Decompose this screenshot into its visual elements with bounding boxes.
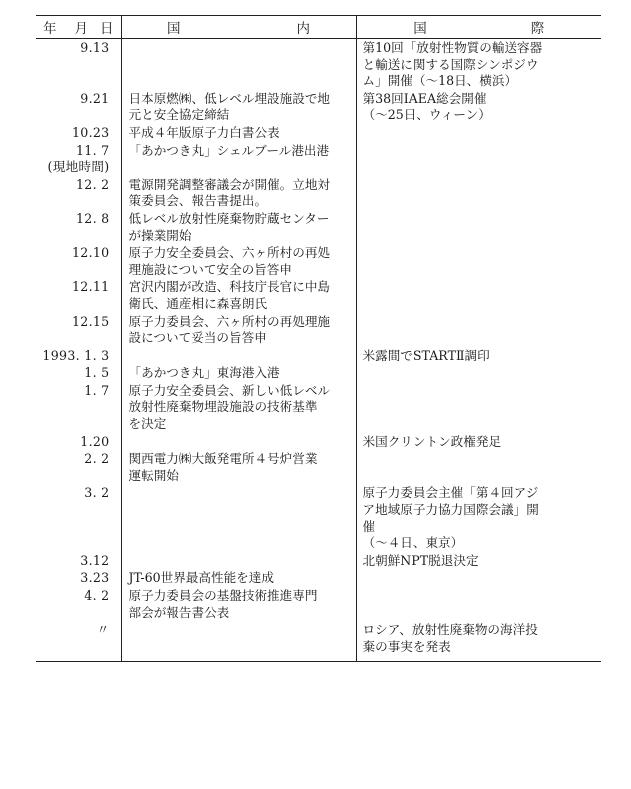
date-cell bbox=[36, 244, 121, 278]
international-cell bbox=[356, 278, 601, 312]
international-cell bbox=[356, 176, 601, 210]
international-text-line: 北朝鮮NPT脱退決定 bbox=[362, 552, 479, 568]
table-row bbox=[36, 484, 601, 551]
domestic-text-line: 衛氏、通産相に森喜朗氏 bbox=[128, 295, 268, 311]
date-text-line: 10.23 bbox=[71, 124, 110, 140]
international-text-line: 原子力委員会主催「第４回アジ bbox=[362, 485, 539, 501]
date-cell bbox=[36, 450, 121, 484]
domestic-text-line: 原子力委員会、六ヶ所村の再処理施 bbox=[128, 313, 330, 329]
domestic-text-line: が操業開始 bbox=[128, 227, 192, 243]
domestic-cell bbox=[121, 90, 356, 124]
international-cell bbox=[356, 244, 601, 278]
table-row bbox=[36, 210, 601, 244]
domestic-text-line: を決定 bbox=[128, 416, 167, 432]
date-cell bbox=[36, 364, 121, 382]
date-cell bbox=[36, 347, 121, 365]
international-cell bbox=[356, 433, 601, 451]
table-row bbox=[36, 39, 601, 90]
domestic-cell bbox=[121, 587, 356, 621]
table-row bbox=[36, 244, 601, 278]
table-row bbox=[36, 313, 601, 347]
date-cell bbox=[36, 124, 121, 142]
table-row bbox=[36, 347, 601, 365]
domestic-text-line: 設について妥当の旨答申 bbox=[128, 330, 267, 346]
date-cell bbox=[36, 313, 121, 347]
domestic-cell bbox=[121, 210, 356, 244]
date-cell bbox=[36, 433, 121, 451]
chronology-table-frame bbox=[36, 15, 601, 721]
date-text-line: 3.23 bbox=[80, 570, 110, 586]
domestic-cell bbox=[121, 484, 356, 551]
date-text-line: 12. 2 bbox=[75, 176, 110, 192]
date-text-line: 3.12 bbox=[80, 552, 110, 568]
date-text-line: 9.13 bbox=[80, 40, 110, 55]
date-text-line: 1993. 1. 3 bbox=[42, 347, 110, 363]
international-cell bbox=[356, 484, 601, 551]
date-cell bbox=[36, 552, 121, 570]
international-text-line: ア地域原子力協力国際会議」開 bbox=[362, 502, 539, 518]
table-row bbox=[36, 552, 601, 570]
international-cell bbox=[356, 621, 601, 662]
date-cell bbox=[36, 587, 121, 621]
domestic-cell bbox=[121, 176, 356, 210]
date-cell bbox=[36, 142, 121, 176]
domestic-text-line: 日本原燃㈱、低レベル埋設施設で地 bbox=[128, 90, 330, 106]
date-cell bbox=[36, 278, 121, 312]
table-row bbox=[36, 587, 601, 621]
domestic-text-line: 原子力安全委員会、六ヶ所村の再処 bbox=[128, 245, 330, 261]
date-text-line: 4. 2 bbox=[84, 588, 110, 603]
international-text-line: 第38回IAEA総会開催 bbox=[362, 90, 487, 106]
international-cell bbox=[356, 124, 601, 142]
header-international: 国 際 bbox=[356, 16, 601, 39]
international-text-line: と輸送に関する国際シンポジウ bbox=[362, 56, 539, 72]
table-row bbox=[36, 142, 601, 176]
domestic-text-line: 原子力安全委員会、新しい低レベル bbox=[128, 382, 330, 398]
date-cell bbox=[36, 39, 121, 90]
table-header-row bbox=[36, 16, 601, 39]
domestic-cell bbox=[121, 569, 356, 587]
domestic-cell bbox=[121, 278, 356, 312]
domestic-text-line: 電源開発調整審議会が開催。立地対 bbox=[128, 176, 330, 192]
table-row bbox=[36, 90, 601, 124]
date-text-line: 1.20 bbox=[80, 433, 110, 449]
domestic-text-line: 部会が報告書公表 bbox=[128, 604, 230, 620]
international-cell bbox=[356, 552, 601, 570]
table-row bbox=[36, 124, 601, 142]
date-text-line: 9.21 bbox=[80, 90, 110, 106]
date-text-line: 〃 bbox=[96, 622, 110, 638]
international-text-line: ロシア、放射性廃棄物の海洋投 bbox=[362, 622, 538, 638]
domestic-cell bbox=[121, 142, 356, 176]
date-cell bbox=[36, 382, 121, 433]
table-row bbox=[36, 621, 601, 662]
table-row bbox=[36, 433, 601, 451]
international-text-line: （～25日、ウィーン） bbox=[362, 107, 491, 123]
international-text-line: ム」開催（～18日、横浜） bbox=[362, 73, 518, 89]
domestic-cell bbox=[121, 244, 356, 278]
international-cell bbox=[356, 364, 601, 382]
table-row bbox=[36, 278, 601, 312]
international-cell bbox=[356, 90, 601, 124]
domestic-text-line: 「あかつき丸」シェルブール港出港 bbox=[128, 142, 330, 158]
domestic-text-line: 低レベル放射性廃棄物貯蔵センター bbox=[128, 210, 330, 226]
domestic-cell bbox=[121, 552, 356, 570]
chronology-table bbox=[36, 15, 601, 662]
domestic-cell bbox=[121, 382, 356, 433]
date-cell bbox=[36, 176, 121, 210]
international-text-line: 米露間でSTARTⅡ調印 bbox=[362, 347, 490, 363]
date-cell bbox=[36, 90, 121, 124]
domestic-text-line: JT-60世界最高性能を達成 bbox=[128, 570, 274, 586]
date-cell bbox=[36, 484, 121, 551]
table-row bbox=[36, 176, 601, 210]
international-cell bbox=[356, 450, 601, 484]
domestic-text-line: 関西電力㈱大飯発電所４号炉営業 bbox=[128, 451, 318, 467]
date-cell bbox=[36, 569, 121, 587]
international-text-line: 棄の事実を発表 bbox=[362, 638, 451, 654]
domestic-cell bbox=[121, 621, 356, 662]
domestic-cell bbox=[121, 313, 356, 347]
domestic-cell bbox=[121, 364, 356, 382]
date-text-line: 3. 2 bbox=[84, 485, 110, 501]
table-row bbox=[36, 450, 601, 484]
date-text-line: 12.11 bbox=[71, 279, 110, 295]
domestic-cell bbox=[121, 347, 356, 365]
international-cell bbox=[356, 587, 601, 621]
date-cell bbox=[36, 210, 121, 244]
date-text-line: (現地時間) bbox=[47, 159, 110, 175]
international-text-line: （～４日、東京） bbox=[362, 535, 464, 551]
date-text-line: 12.10 bbox=[71, 245, 110, 261]
international-cell bbox=[356, 569, 601, 587]
international-cell bbox=[356, 39, 601, 90]
international-cell bbox=[356, 142, 601, 176]
domestic-text-line: 「あかつき丸」東海港入港 bbox=[128, 365, 280, 381]
date-text-line: 11. 7 bbox=[75, 142, 110, 158]
international-cell bbox=[356, 347, 601, 365]
header-domestic: 国 内 bbox=[121, 16, 356, 39]
domestic-text-line: 策委員会、報告書提出。 bbox=[128, 193, 268, 209]
date-text-line: 1. 5 bbox=[84, 365, 110, 381]
table-row bbox=[36, 364, 601, 382]
date-cell bbox=[36, 621, 121, 662]
international-text-line: 第10回「放射性物質の輸送容器 bbox=[362, 40, 543, 55]
date-text-line: 12. 8 bbox=[75, 210, 110, 226]
domestic-text-line: 元と安全協定締結 bbox=[128, 107, 230, 123]
header-date: 年 月 日 bbox=[36, 16, 121, 39]
domestic-cell bbox=[121, 39, 356, 90]
international-text-line: 米国クリントン政権発足 bbox=[362, 433, 502, 449]
domestic-text-line: 理施設について安全の旨答申 bbox=[128, 261, 292, 277]
domestic-cell bbox=[121, 124, 356, 142]
domestic-cell bbox=[121, 450, 356, 484]
table-row bbox=[36, 569, 601, 587]
date-text-line: 2. 2 bbox=[84, 451, 110, 467]
international-cell bbox=[356, 210, 601, 244]
domestic-text-line: 平成４年版原子力白書公表 bbox=[128, 124, 280, 140]
international-cell bbox=[356, 382, 601, 433]
table-row bbox=[36, 382, 601, 433]
international-cell bbox=[356, 313, 601, 347]
domestic-text-line: 放射性廃棄物埋設施設の技術基準 bbox=[128, 399, 318, 415]
domestic-cell bbox=[121, 433, 356, 451]
domestic-text-line: 原子力委員会の基盤技術推進専門 bbox=[128, 588, 318, 603]
date-text-line: 12.15 bbox=[71, 313, 110, 329]
domestic-text-line: 宮沢内閣が改造、科技庁長官に中島 bbox=[128, 279, 330, 295]
domestic-text-line: 運転開始 bbox=[128, 467, 179, 483]
international-text-line: 催 bbox=[362, 518, 376, 534]
date-text-line: 1. 7 bbox=[84, 382, 110, 398]
